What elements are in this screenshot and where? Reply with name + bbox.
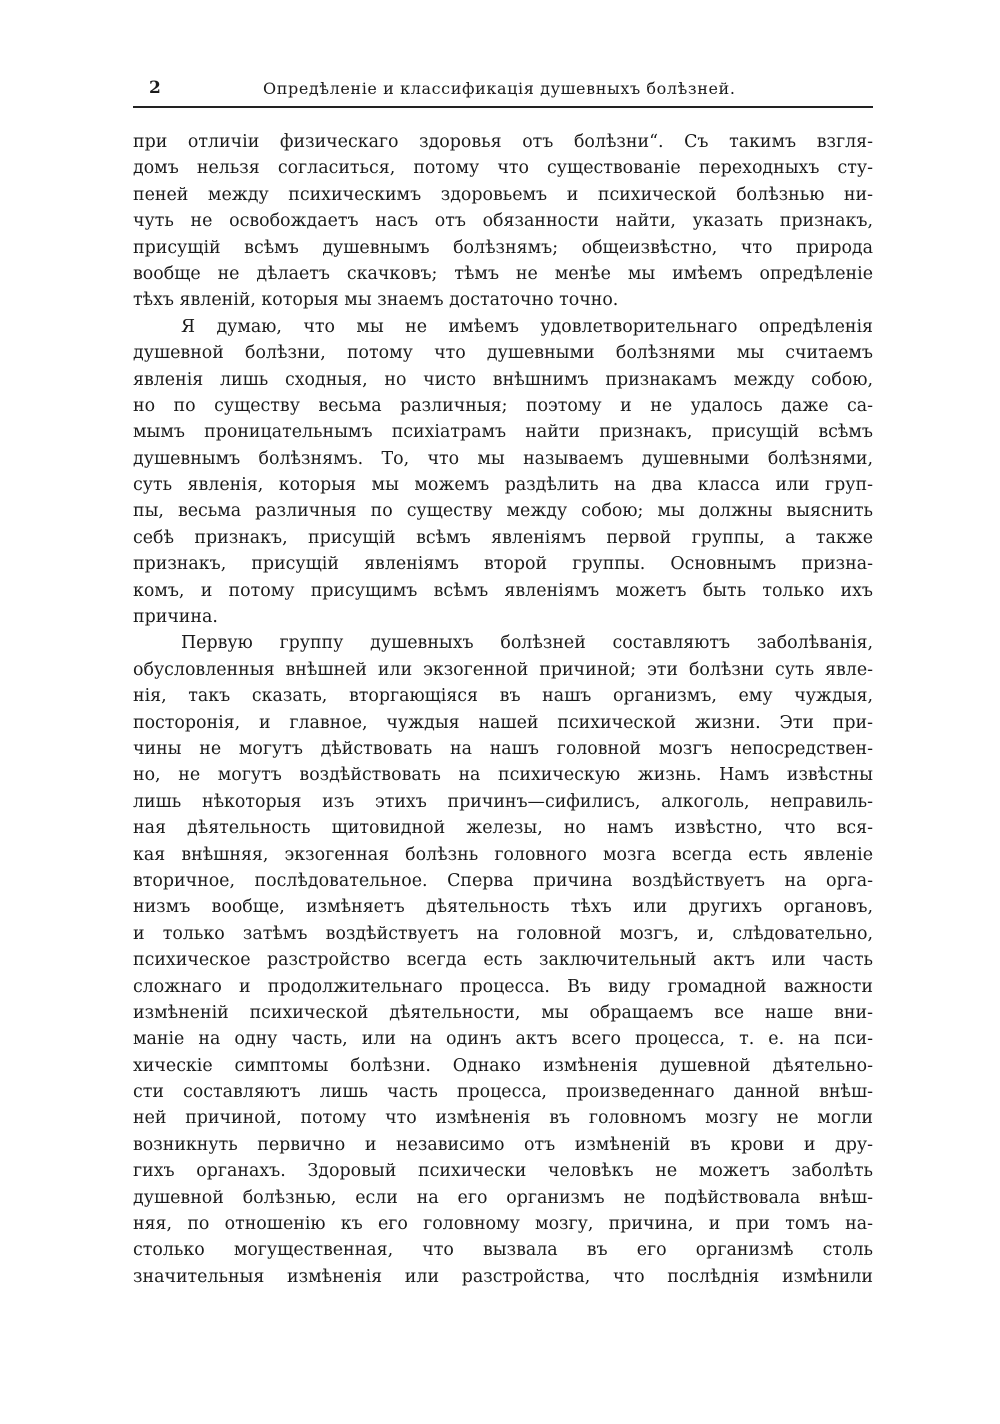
text-line: чины не могутъ дѣйствовать на нашъ головной мозгъ непосредствен- <box>133 738 873 759</box>
text-line: домъ нельзя согласиться, потому что существованіе переходныхъ сту- <box>133 158 873 179</box>
page-number: 2 <box>149 78 162 98</box>
paragraph <box>133 129 873 314</box>
text-line: душевной болѣзни, потому что душевными болѣзнями мы считаемъ <box>133 343 873 364</box>
text-line: мымъ проницательнымъ психіатрамъ найти признакъ, присущій всѣмъ <box>133 422 873 443</box>
text-line: признакъ, присущій явленіямъ второй группы. Основнымъ призна- <box>133 554 873 575</box>
page-header <box>133 76 873 108</box>
text-line: вообще не дѣлаетъ скачковъ; тѣмъ не менѣе мы имѣемъ опредѣленіе <box>133 263 873 284</box>
text-line: обусловленныя внѣшней или экзогенной причиной; эти болѣзни суть явле- <box>133 659 873 680</box>
text-line: ная дѣятельность щитовидной железы, но намъ извѣстно, что вся- <box>133 818 873 839</box>
text-line: нія, такъ сказать, вторгающіяся въ нашъ организмъ, ему чуждыя, <box>133 686 873 707</box>
text-line: себѣ признакъ, присущій всѣмъ явленіямъ первой группы, а также <box>133 527 873 548</box>
text-line: тѣхъ явленій, которыя мы знаемъ достаточно точно. <box>133 290 619 311</box>
text-line: низмъ вообще, измѣняетъ дѣятельность тѣхъ или другихъ органовъ, <box>133 897 873 918</box>
paragraph <box>133 314 873 631</box>
text-line: и только затѣмъ воздѣйствуетъ на головной мозгъ, и, слѣдовательно, <box>133 923 873 944</box>
text-line: психическое разстройство всегда есть заключительный актъ или часть <box>133 950 873 971</box>
text-line: душевной болѣзнью, если на его организмъ не подѣйствовала внѣш- <box>133 1187 873 1208</box>
text-line: гихъ органахъ. Здоровый психически человѣкъ не можетъ заболѣть <box>133 1161 873 1182</box>
text-line: посторонія, и главное, чуждыя нашей психической жизни. Эти при- <box>133 712 873 733</box>
text-line: пы, весьма различныя по существу между собою; мы должны выяснить <box>133 501 873 522</box>
text-line: душевнымъ болѣзнямъ. То, что мы называемъ душевными болѣзнями, <box>133 448 873 469</box>
text-line: ней причиной, потому что измѣненія въ головномъ мозгу не могли <box>133 1108 873 1129</box>
text-line: кая внѣшняя, экзогенная болѣзнь головного мозга всегда есть явленіе <box>133 844 873 865</box>
text-line: чуть не освобождаетъ насъ отъ обязанности найти, указать признакъ, <box>133 211 873 232</box>
text-line: присущій всѣмъ душевнымъ болѣзнямъ; общеизвѣстно, что природа <box>133 237 873 258</box>
text-line: маніе на одну часть, или на одинъ актъ всего процесса, т. е. на пси- <box>133 1029 873 1050</box>
text-line: но, не могутъ воздѣйствовать на психическую жизнь. Намъ извѣстны <box>133 765 873 786</box>
text-line: лишь нѣкоторыя изъ этихъ причинъ—сифилисъ, алкоголь, неправиль- <box>133 791 873 812</box>
paragraph <box>133 630 873 1290</box>
text-line: сти составляютъ лишь часть процесса, произведеннаго данной внѣш- <box>133 1082 873 1103</box>
text-line: причина. <box>133 607 218 628</box>
text-line: столько могущественная, что вызвала въ его организмѣ столь <box>133 1240 873 1261</box>
text-line: но по существу весьма различныя; поэтому и не удалось даже са- <box>133 395 873 416</box>
body-text <box>133 129 873 1290</box>
text-line: хическіе симптомы болѣзни. Однако измѣненія душевной дѣятельно- <box>133 1055 873 1076</box>
text-line: суть явленія, которыя мы можемъ раздѣлить на два класса или груп- <box>133 475 873 496</box>
text-line: пеней между психическимъ здоровьемъ и психической болѣзнью ни- <box>133 184 873 205</box>
text-line: сложнаго и продолжительнаго процесса. Въ виду громадной важности <box>133 976 873 997</box>
text-line: явленія лишь сходныя, но чисто внѣшнимъ признакамъ между собою, <box>133 369 873 390</box>
running-title: Опредѣленіе и классификація душевныхъ болѣзней. <box>263 79 736 98</box>
text-line: измѣненій психической дѣятельности, мы обращаемъ все наше вни- <box>133 1002 873 1023</box>
text-line: няя, по отношенію къ его головному мозгу, причина, и при томъ на- <box>133 1214 873 1235</box>
text-line: возникнуть первично и независимо отъ измѣненій въ крови и дру- <box>133 1134 873 1155</box>
text-line: Я думаю, что мы не имѣемъ удовлетворительнаго опредѣленія <box>181 316 873 337</box>
text-line: значительныя измѣненія или разстройства, что послѣднія измѣнили <box>133 1266 873 1287</box>
text-line: вторичное, послѣдовательное. Сперва причина воздѣйствуетъ на орга- <box>133 870 873 891</box>
text-line: комъ, и потому присущимъ всѣмъ явленіямъ можетъ быть только ихъ <box>133 580 873 601</box>
text-line: при отличіи физическаго здоровья отъ болѣзни“. Съ такимъ взгля- <box>133 132 873 152</box>
text-line: Первую группу душевныхъ болѣзней составляютъ заболѣванія, <box>181 633 873 654</box>
